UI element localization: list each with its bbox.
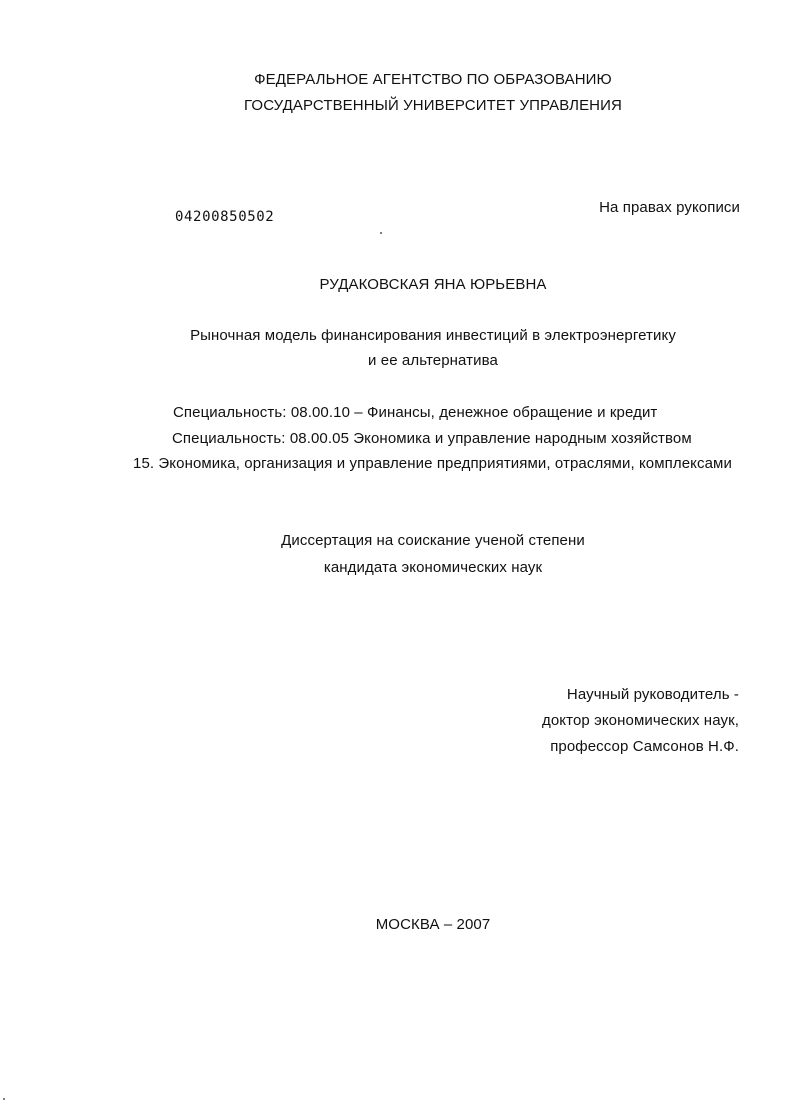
specialty-line-3: 15. Экономика, организация и управление предприятиями, отраслями, комплексами	[133, 455, 732, 472]
supervisor-line-2: доктор экономических наук,	[542, 712, 739, 729]
dissertation-title-line-2: и ее альтернатива	[368, 352, 498, 369]
supervisor-line-1: Научный руководитель -	[566, 686, 739, 703]
city-year: МОСКВА – 2007	[375, 916, 491, 933]
registry-number: 04200850502	[175, 209, 275, 225]
university-heading: ГОСУДАРСТВЕННЫЙ УНИВЕРСИТЕТ УПРАВЛЕНИЯ	[244, 97, 622, 114]
degree-line-1: Диссертация на соискание ученой степени	[281, 532, 585, 549]
specialty-line-1: Специальность: 08.00.10 – Финансы, денежное обращение и кредит	[173, 404, 658, 421]
degree-line-2: кандидата экономических наук	[323, 559, 543, 576]
supervisor-line-3: профессор Самсонов Н.Ф.	[550, 738, 739, 755]
dissertation-title-line-1: Рыночная модель финансирования инвестиций в электроэнергетику	[190, 327, 676, 344]
author-name: РУДАКОВСКАЯ ЯНА ЮРЬЕВНА	[319, 276, 547, 293]
scan-speck	[380, 232, 382, 234]
agency-heading: ФЕДЕРАЛЬНОЕ АГЕНТСТВО ПО ОБРАЗОВАНИЮ	[254, 71, 612, 88]
specialty-line-2: Специальность: 08.00.05 Экономика и управление народным хозяйством	[172, 430, 692, 447]
scan-speck-corner	[3, 1098, 5, 1100]
manuscript-note: На правах рукописи	[599, 199, 740, 216]
